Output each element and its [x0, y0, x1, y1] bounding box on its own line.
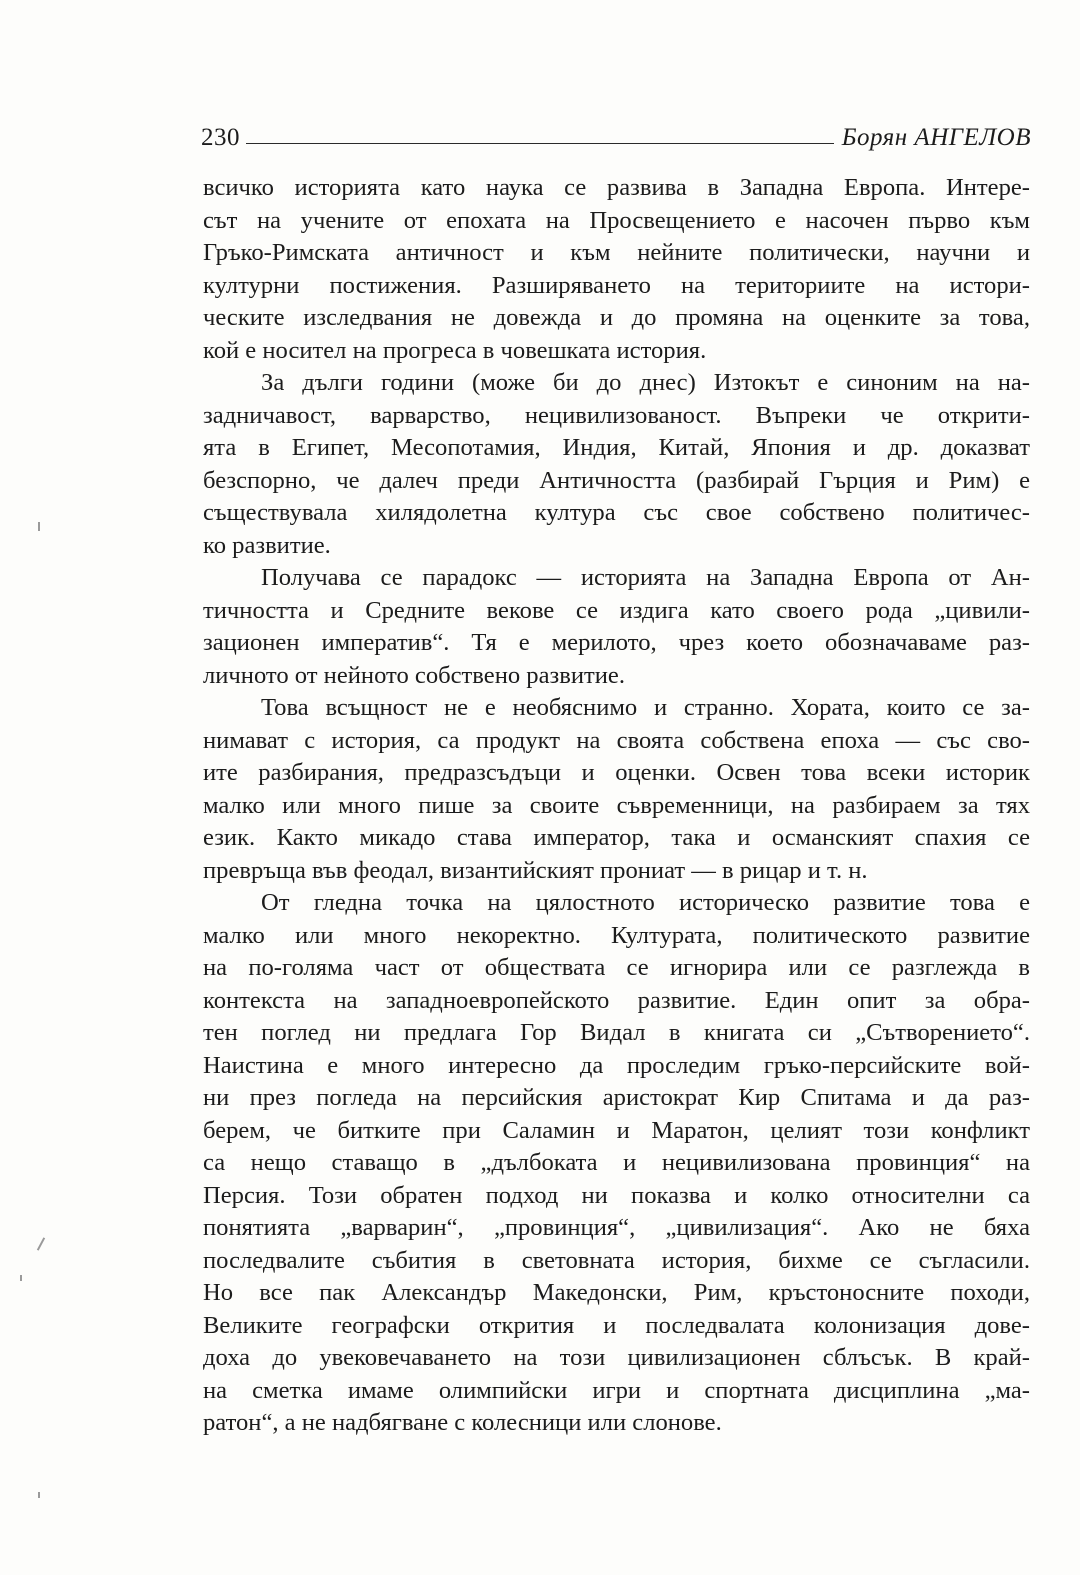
scan-speck	[37, 1237, 45, 1250]
text-line: ческите изследвания не довежда и до промяна на оценките за това,	[203, 304, 1030, 331]
header-rule	[246, 143, 834, 144]
text-line: език. Както микадо става император, така и османският спахия се	[203, 824, 1030, 851]
text-line: културни постижения. Разширяването на териториите на истори-	[203, 271, 1030, 299]
text-line: на по-голяма част от обществата се игнорира или се разглежда в	[203, 954, 1030, 981]
text-line: зационен императив“. Тя е мерилото, чрез което обозначаваме раз-	[203, 629, 1030, 656]
scan-speck	[38, 1492, 40, 1498]
paragraph	[203, 562, 1030, 692]
text-line: личното от нейното собствено развитие.	[203, 661, 625, 689]
scan-speck	[20, 1275, 22, 1281]
text-line: доха до увековечаването на този цивилизационен сблъсък. В край-	[203, 1344, 1030, 1371]
text-line: тичността и Средните векове се издига като своего рода „цивили-	[203, 596, 1030, 624]
paragraph	[203, 172, 1030, 367]
text-line: последвалите събития в световната история, бихме се съгласили.	[203, 1246, 1030, 1274]
text-line: Наистина е много интересно да проследим гръко-персийските вой-	[203, 1051, 1030, 1079]
body-text	[203, 172, 1030, 1440]
running-head	[201, 116, 1031, 152]
text-line: всичко историята като наука се развива в Западна Европа. Интере-	[203, 174, 1030, 201]
text-line: задничавост, варварство, нецивилизованост. Въпреки че открити-	[203, 401, 1030, 429]
text-line: ни през погледа на персийския аристократ Кир Спитама и да раз-	[203, 1084, 1030, 1111]
text-line: Това всъщност не е необяснимо и странно. Хората, които се за-	[261, 694, 1030, 721]
text-line: берем, че битките при Саламин и Маратон, целият този конфликт	[203, 1116, 1030, 1144]
text-line: превръща във феодал, византийският прониат — в рицар и т. н.	[203, 856, 868, 884]
text-line: безспорно, че далеч преди Античността (разбирай Гърция и Рим) е	[203, 466, 1030, 494]
text-line: нимават с история, са продукт на своята собствена епоха — със сво-	[203, 726, 1030, 754]
paragraph	[203, 887, 1030, 1440]
text-line: малко или много некоректно. Културата, политическото развитие	[203, 921, 1030, 949]
text-line: са нещо ставащо в „дълбоката и нецивилизована провинция“ на	[203, 1149, 1030, 1176]
page-number: 230	[201, 124, 240, 151]
text-line: Гръко-Римската античност и към нейните политически, научни и	[203, 239, 1030, 266]
text-line: Но все пак Александър Македонски, Рим, кръстоносните походи,	[203, 1279, 1030, 1306]
text-line: ята в Египет, Месопотамия, Индия, Китай, Япония и др. доказват	[203, 434, 1030, 461]
text-line: Получава се парадокс — историята на Западна Европа от Ан-	[261, 564, 1030, 591]
text-line: контекста на западноевропейското развитие. Един опит за обра-	[203, 986, 1030, 1014]
text-line: От гледна точка на цялостното историческо развитие това е	[261, 889, 1030, 916]
paragraph	[203, 367, 1030, 562]
text-line: ко развитие.	[203, 531, 331, 559]
text-line: ратон“, а не надбягване с колесници или слонове.	[203, 1409, 722, 1436]
text-line: на сметка имаме олимпийски игри и спортната дисциплина „ма-	[203, 1376, 1030, 1404]
text-line: ите разбирания, предразсъдъци и оценки. Освен това всеки историк	[203, 759, 1030, 786]
paragraph	[203, 692, 1030, 887]
text-line: понятията „варварин“, „провинция“, „цивилизация“. Ако не бяха	[203, 1214, 1030, 1241]
text-line: съществувала хилядолетна култура със свое собствено политичес-	[203, 499, 1030, 526]
text-line: тен поглед ни предлага Гор Видал в книгата си „Сътворението“.	[203, 1019, 1030, 1046]
scan-speck	[38, 522, 40, 531]
text-line: Великите географски открития и последвалата колонизация дове-	[203, 1311, 1030, 1339]
text-line: малко или много пише за своите съвременници, на разбираем за тях	[203, 791, 1030, 819]
text-line: Персия. Този обратен подход ни показва и колко относителни са	[203, 1181, 1030, 1209]
text-line: кой е носител на прогреса в човешката история.	[203, 336, 707, 364]
author-name: Борян АНГЕЛОВ	[841, 124, 1031, 151]
text-line: За дълги години (може би до днес) Изтокът е синоним на на-	[261, 369, 1030, 396]
text-line: сът на учените от епохата на Просвещението е насочен първо към	[203, 206, 1030, 234]
